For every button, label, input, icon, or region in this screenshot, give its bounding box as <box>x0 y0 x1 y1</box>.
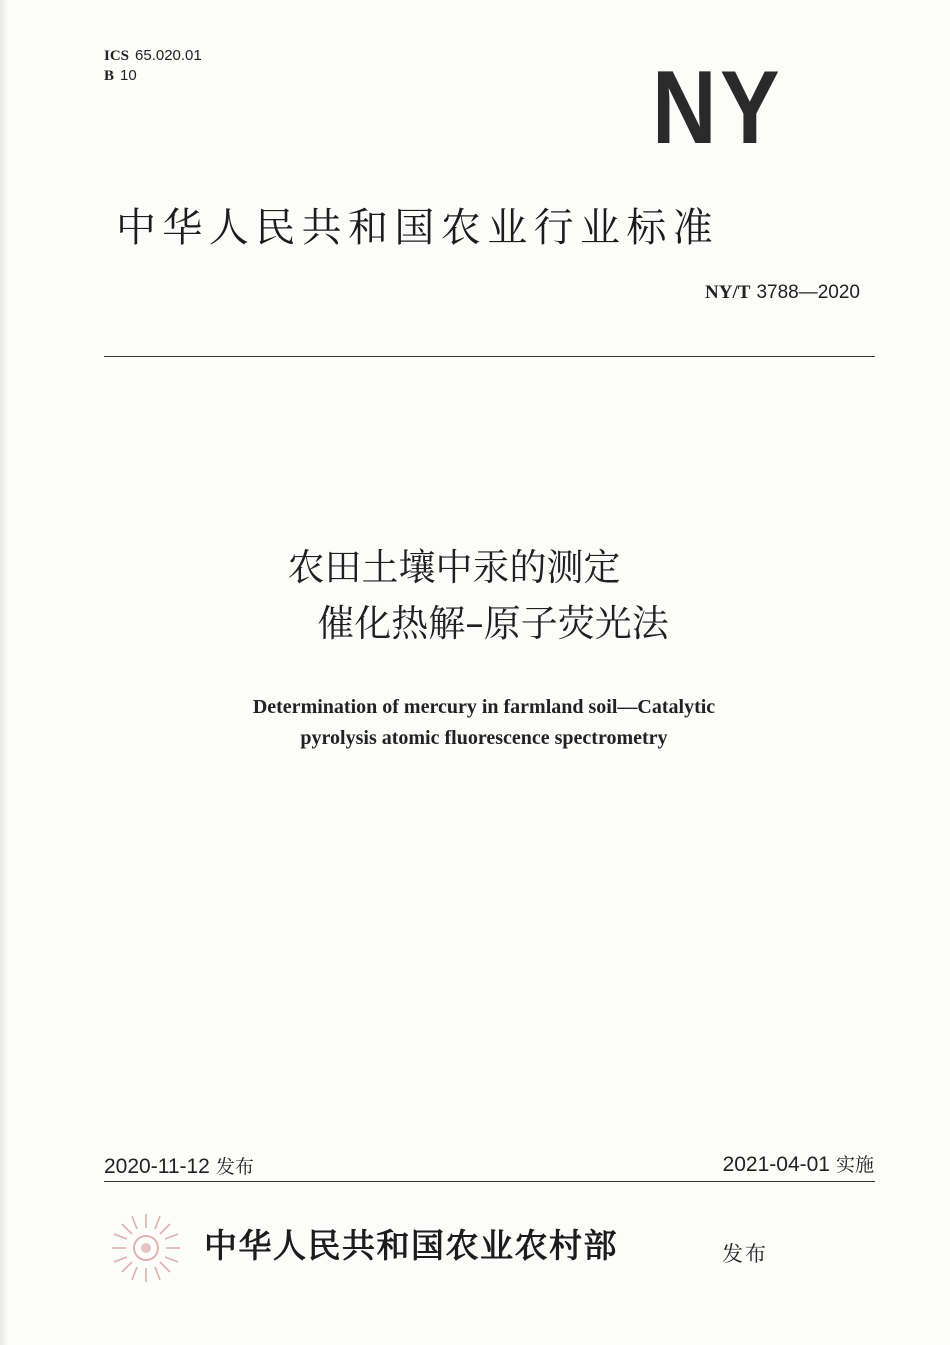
issue-date-block <box>104 1152 254 1179</box>
top-divider <box>104 356 875 357</box>
standard-number <box>705 282 860 304</box>
seal-emblem-icon <box>108 1210 184 1286</box>
issuing-authority: 中华人民共和国农业农村部 <box>204 1226 618 1265</box>
standard-category-title: 中华人民共和国农业行业标准 <box>116 205 720 251</box>
ccs-label: B <box>104 68 115 84</box>
ccs-value: 10 <box>120 67 137 84</box>
english-title <box>0 692 950 754</box>
implement-date: 2021-04-01 <box>722 1153 830 1176</box>
chinese-title <box>0 540 950 652</box>
chinese-title-line1: 农田土壤中汞的测定 <box>287 546 621 589</box>
standard-number-prefix: NY/T <box>705 282 751 303</box>
issue-date: 2020-11-12 <box>104 1155 210 1178</box>
ics-label: ICS <box>104 48 130 64</box>
ics-value: 65.020.01 <box>135 47 202 64</box>
classification-block <box>104 46 202 86</box>
ics-line <box>104 46 202 66</box>
ccs-line <box>104 66 202 86</box>
standard-number-value: 3788—2020 <box>756 282 860 303</box>
chinese-title-line2: 催化热解–原子荧光法 <box>317 602 669 645</box>
implement-date-block <box>723 1150 874 1177</box>
ny-logo: NY <box>652 50 784 166</box>
scan-edge-shadow <box>0 0 8 1345</box>
english-title-line2: pyrolysis atomic fluorescence spectrometry <box>300 727 668 749</box>
english-title-line1: Determination of mercury in farmland soil—Catalytic <box>252 696 716 718</box>
issue-label: 发布 <box>215 1156 254 1178</box>
bottom-divider <box>104 1181 875 1182</box>
implement-label: 实施 <box>835 1154 874 1176</box>
issuing-authority-suffix: 发布 <box>722 1242 768 1266</box>
